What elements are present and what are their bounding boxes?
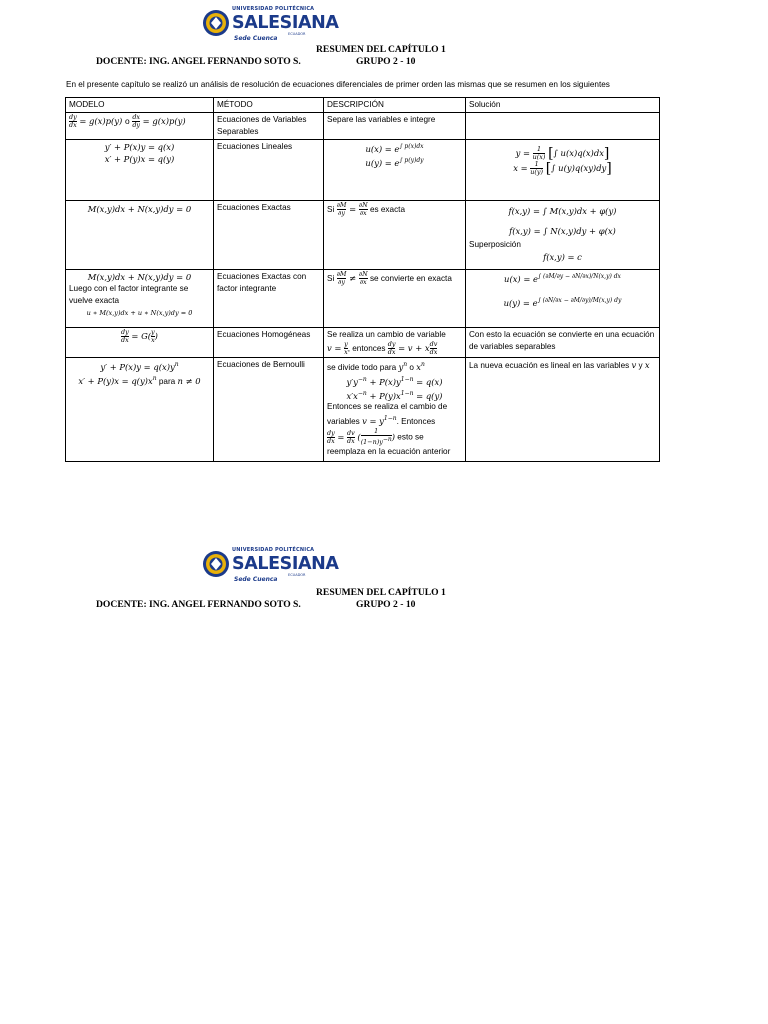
solucion-homogeneas: Con esto la ecuación se convierte en una ecuación de variables separables (466, 328, 660, 358)
descripcion-separables: Separe las variables e integre (324, 113, 466, 140)
bernoulli-entonces: . Entonces (396, 417, 436, 427)
header-descripcion: DESCRIPCIÓN (324, 98, 466, 113)
logo-emblem-icon (202, 5, 232, 41)
grupo-line-page2: GRUPO 2 - 10 (356, 599, 416, 610)
solucion-lineales: y = $\frac{1}{u(x)}$ [∫ u(x)q(x)dx] x = $\frac{1}{u(y)}$ [∫ u(y)q(xy)dy] (466, 140, 660, 201)
document-title: RESUMEN DEL CAPÍTULO 1 (316, 44, 446, 55)
factor-integrante-text: Luego con el factor integrante se vuelve exacta (69, 284, 189, 305)
solucion-separables (466, 113, 660, 140)
logo-campus: Sede Cuenca (234, 35, 278, 42)
bernoulli-o: o (409, 362, 414, 372)
logo-wordmark: SALESIANA (232, 13, 339, 33)
table-row (66, 328, 660, 358)
logo-country: ECUADOR (288, 573, 306, 577)
bernoulli-reemplaza: esto se reemplaza en la ecuación anterior (327, 432, 451, 457)
logo-campus: Sede Cuenca (234, 576, 278, 583)
grupo-line: GRUPO 2 - 10 (356, 56, 416, 67)
header-metodo: MÉTODO (214, 98, 324, 113)
docente-line: DOCENTE: ING. ANGEL FERNANDO SOTO S. (96, 56, 301, 67)
factor-se-convierte: se convierte en exacta (369, 274, 452, 283)
table-row (66, 140, 660, 201)
exactas-es-exacta: es exacta (369, 205, 405, 214)
solucion-exactas: f(x,y) = ∫ M(x,y)dx + φ(y) f(x,y) = ∫ N(x,y)dy + φ(x) Superposición f(x,y) = c (466, 201, 660, 270)
metodo-factor-integrante: Ecuaciones Exactas con factor integrante (214, 270, 324, 328)
table-row (66, 270, 660, 328)
descripcion-homogeneas: Se realiza un cambio de variable v = $\frac{y}{x}$ , entonces $\frac{dy}{dx}$ = v + x $\frac{dv}{dx}$ (324, 328, 466, 358)
descripcion-factor-integrante: Si $\frac{\partial M}{\partial y}$ ≠ $\frac{\partial N}{\partial x}$ se convierte en exacta (324, 270, 466, 328)
table-row (66, 113, 660, 140)
bernoulli-cambio: Entonces se realiza el cambio de variables (327, 402, 448, 427)
logo-country: ECUADOR (288, 32, 306, 36)
header-solucion: Solución (466, 98, 660, 113)
metodo-separables: Ecuaciones de Variables Separables (214, 113, 324, 140)
modelo-homogeneas: $\frac{dy}{dx}$ = G( $\frac{y}{x}$ ) (66, 328, 214, 358)
university-logo (202, 5, 339, 49)
summary-table (65, 97, 660, 462)
bernoulli-para: para (158, 376, 176, 386)
metodo-lineales: Ecuaciones Lineales (214, 140, 324, 201)
homogeneas-entonces: , entonces (347, 344, 386, 353)
table-row (66, 201, 660, 270)
logo-wordmark: SALESIANA (232, 554, 339, 574)
descripcion-exactas: Si $\frac{\partial M}{\partial y}$ = $\frac{\partial N}{\partial x}$ es exacta (324, 201, 466, 270)
metodo-homogeneas: Ecuaciones Homogéneas (214, 328, 324, 358)
logo-emblem-icon (202, 546, 232, 582)
modelo-factor-integrante: M(x,y)dx + N(x,y)dy = 0 Luego con el factor integrante se vuelve exacta u ∗ M(x,y)dx + u ∗ N(x,y)dy = 0 (66, 270, 214, 328)
solucion-factor-integrante: $u(x) = e^{\int (\partial M/\partial y - \partial N/\partial x)/N(x,y) dx}$ $u(y) = e^{\int (\partial N/\partial x - \partial M/\partial y)/M(x,y) dy}$ (466, 270, 660, 328)
superposicion-label: Superposición (469, 240, 521, 249)
logo-top-text: UNIVERSIDAD POLITÉCNICA (232, 547, 315, 553)
modelo-lineales: y′ + P(x)y = q(x) x′ + P(y)x = q(y) (66, 140, 214, 201)
modelo-exactas: M(x,y)dx + N(x,y)dy = 0 (66, 201, 214, 270)
metodo-bernoulli: Ecuaciones de Bernoulli (214, 358, 324, 462)
descripcion-lineales: $u(x) = e^{\int p(x)dx}$ $u(y) = e^{\int p(y)dy}$ (324, 140, 466, 201)
document-title-page2: RESUMEN DEL CAPÍTULO 1 (316, 587, 446, 598)
modelo-bernoulli: $y' + P(x)y = q(x)y^n$ $x' + P(y)x = q(y)x^n$ para n ≠ 0 (66, 358, 214, 462)
intro-paragraph: En el presente capítulo se realizó un análisis de resolución de ecuaciones diferenciales de primer orden las mismas que se resumen en los siguientes (66, 80, 610, 89)
solucion-bernoulli: La nueva ecuación es lineal en las variables v y x (466, 358, 660, 462)
metodo-exactas: Ecuaciones Exactas (214, 201, 324, 270)
bernoulli-solucion-text: La nueva ecuación es lineal en las variables (469, 361, 630, 370)
docente-line-page2: DOCENTE: ING. ANGEL FERNANDO SOTO S. (96, 599, 301, 610)
logo-top-text: UNIVERSIDAD POLITÉCNICA (232, 6, 315, 12)
university-logo-page2 (202, 546, 339, 590)
descripcion-bernoulli: se divide todo para $y^n$ o $x^n$ $y'y^{-n} + P(x)y^{1-n} = q(x)$ $x'x^{-n} + P(y)x^{1-n} = q(y)$ Entonces se realiza el cambio de variables $v = y^{1-n}$. Entonces $\frac{dy}{dx}$ = $\frac{dv}{dx}$ ( $\frac{1}{(1-n)y^{-n}}$ ) esto se reemplaza en la ecuación anterior (324, 358, 466, 462)
bernoulli-divide: se divide todo para (327, 362, 397, 372)
header-modelo: MODELO (66, 98, 214, 113)
modelo-separables: $\frac{dy}{dx}$ = g(x)p(y) o $\frac{dx}{dy}$ = g(x)p(y) (66, 113, 214, 140)
homogeneas-cambio: Se realiza un cambio de variable (327, 330, 446, 339)
table-header-row (66, 98, 660, 113)
table-row (66, 358, 660, 462)
